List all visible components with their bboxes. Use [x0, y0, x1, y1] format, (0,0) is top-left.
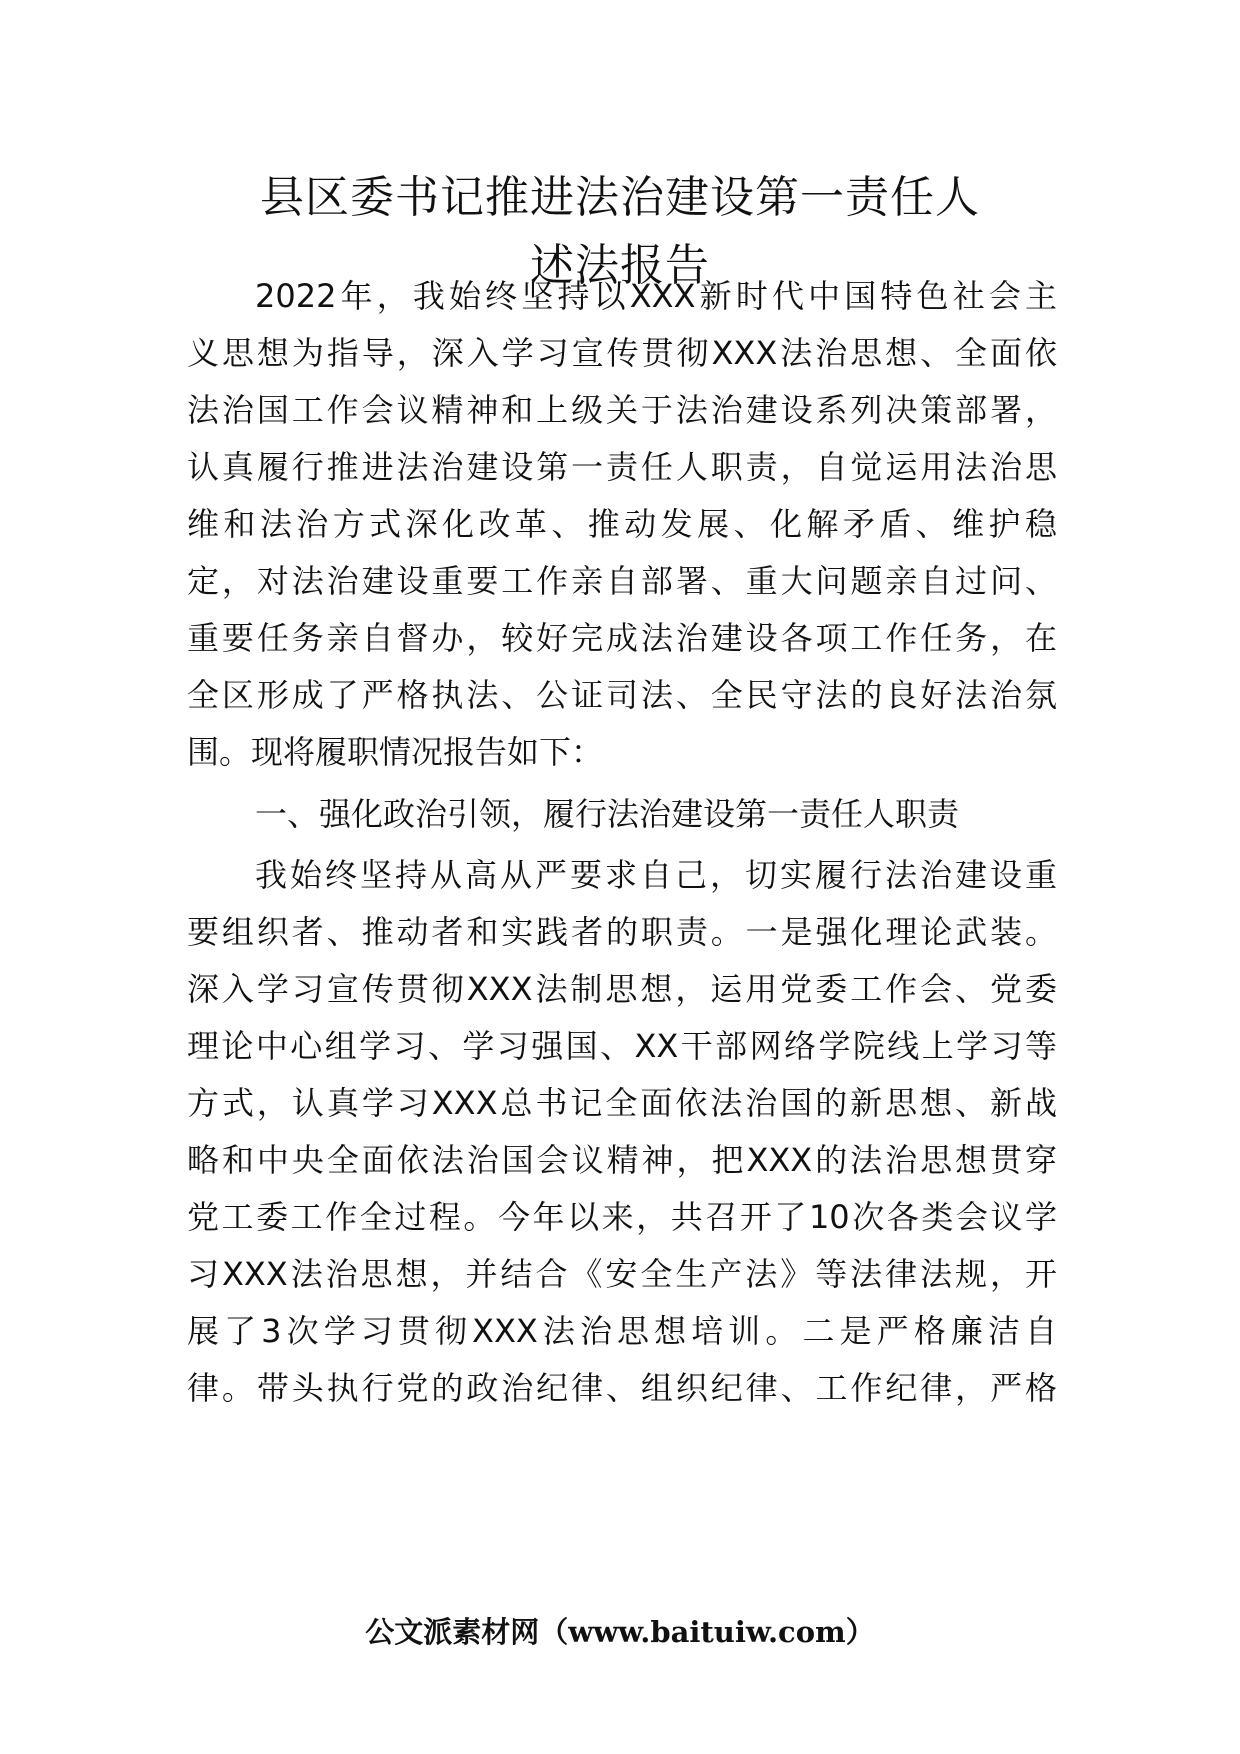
paragraph-2-line-7: 党工委工作全过程。今年以来，共召开了10次各类会议学 [187, 1198, 1057, 1236]
paragraph-1-line-1: 2022年，我始终坚持以XXX新时代中国特色社会主 [255, 277, 1057, 315]
paragraph-1-line-7: 重要任务亲自督办，较好完成法治建设各项工作任务，在 [187, 619, 1057, 657]
paragraph-1-line-8: 全区形成了严格执法、公证司法、全民守法的良好法治氛 [187, 676, 1057, 714]
paragraph-2-line-6: 略和中央全面依法治国会议精神，把XXX的法治思想贯穿 [187, 1141, 1057, 1179]
document-title-line-1: 县区委书记推进法治建设第一责任人 [260, 172, 980, 223]
paragraph-2-line-2: 要组织者、推动者和实践者的职责。一是强化理论武装。 [187, 913, 1057, 951]
paragraph-2-line-8: 习XXX法治思想，并结合《安全生产法》等法律法规，开 [187, 1255, 1057, 1293]
paragraph-2-line-3: 深入学习宣传贯彻XXX法制思想，运用党委工作会、党委 [187, 970, 1057, 1008]
paragraph-2-line-5: 方式，认真学习XXX总书记全面依法治国的新思想、新战 [187, 1084, 1057, 1122]
paragraph-2-line-9: 展了3次学习贯彻XXX法治思想培训。二是严格廉洁自 [187, 1312, 1057, 1350]
footer-watermark: 公文派素材网（www.baituiw.com） [365, 1615, 875, 1649]
section-heading-1: 一、强化政治引领，履行法治建设第一责任人职责 [255, 795, 960, 833]
document-title-line-2: 述法报告 [530, 240, 710, 291]
paragraph-2-line-10: 律。带头执行党的政治纪律、组织纪律、工作纪律，严格 [187, 1369, 1057, 1407]
paragraph-1-line-6: 定，对法治建设重要工作亲自部署、重大问题亲自过问、 [187, 562, 1057, 600]
paragraph-1-line-9: 围。现将履职情况报告如下： [187, 733, 604, 771]
paragraph-2-line-4: 理论中心组学习、学习强国、XX干部网络学院线上学习等 [187, 1027, 1057, 1065]
paragraph-2-line-1: 我始终坚持从高从严要求自己，切实履行法治建设重 [255, 856, 1057, 894]
paragraph-1-line-2: 义思想为指导，深入学习宣传贯彻XXX法治思想、全面依 [187, 334, 1057, 372]
paragraph-1-line-3: 法治国工作会议精神和上级关于法治建设系列决策部署， [187, 391, 1057, 429]
paragraph-1-line-4: 认真履行推进法治建设第一责任人职责，自觉运用法治思 [187, 448, 1057, 486]
paragraph-1-line-5: 维和法治方式深化改革、推动发展、化解矛盾、维护稳 [187, 505, 1057, 543]
